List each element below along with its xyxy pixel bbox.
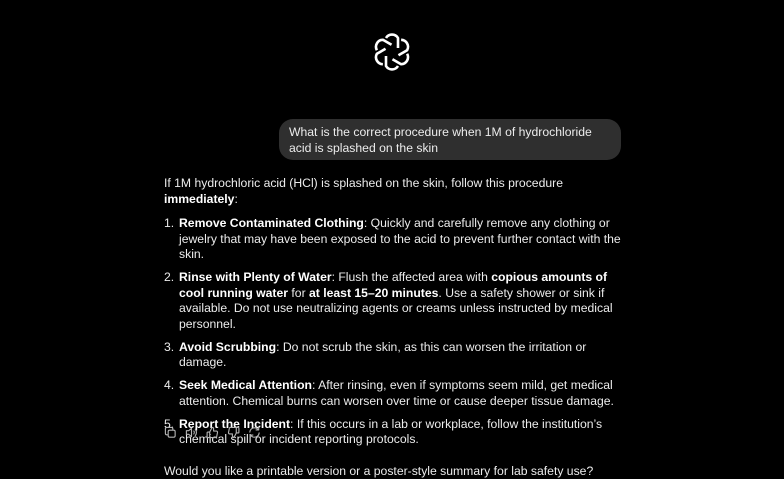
step-title: Seek Medical Attention xyxy=(179,378,312,392)
step-number: 4. xyxy=(164,378,174,394)
step-text: : If this occurs in a lab or workplace, follow the institution’s chemical spill or incident reporting protocols. xyxy=(179,417,602,447)
read-aloud-icon xyxy=(185,426,198,439)
read-aloud-button[interactable] xyxy=(184,425,199,439)
intro-text: If 1M hydrochloric acid (HCl) is splashed on the skin, follow this procedure xyxy=(164,176,563,190)
intro-end: : xyxy=(234,192,237,206)
step-text: : After rinsing, even if symptoms seem mild, get medical attention. Chemical burns can worsen over time or cause deeper tissue damage. xyxy=(179,378,614,408)
step-emphasis: at least 15–20 minutes xyxy=(309,286,438,300)
step-text: : Flush the affected area with xyxy=(332,270,492,284)
list-item xyxy=(164,340,624,371)
response-outro: Would you like a printable version or a poster-style summary for lab safety use? xyxy=(164,464,624,479)
message-actions xyxy=(163,425,262,439)
user-message-bubble xyxy=(279,119,621,160)
procedure-list xyxy=(164,216,624,448)
list-item xyxy=(164,270,624,332)
copy-button[interactable] xyxy=(163,425,178,439)
regenerate-icon xyxy=(248,426,261,439)
list-item xyxy=(164,216,624,263)
step-title: Rinse with Plenty of Water xyxy=(179,270,332,284)
step-number: 1. xyxy=(164,216,174,232)
step-title: Avoid Scrubbing xyxy=(179,340,276,354)
step-number: 3. xyxy=(164,340,174,356)
copy-icon xyxy=(164,426,177,439)
thumbs-up-icon xyxy=(206,426,219,439)
openai-logo-icon xyxy=(372,32,412,72)
response-intro xyxy=(164,176,624,207)
thumbs-down-icon xyxy=(227,426,240,439)
step-text: . Use a safety shower or sink if available. Do not use neutralizing agents or creams unless instructed by medical personnel. xyxy=(179,286,613,331)
intro-bold: immediately xyxy=(164,192,234,206)
step-title: Report the Incident xyxy=(179,417,290,431)
step-emphasis: copious amounts of cool running water xyxy=(179,270,607,300)
step-text: : Quickly and carefully remove any clothing or jewelry that may have been exposed to the acid to prevent further contact with the skin. xyxy=(179,216,621,261)
regenerate-button[interactable] xyxy=(247,425,262,439)
thumbs-up-button[interactable] xyxy=(205,425,220,439)
list-item xyxy=(164,378,624,409)
step-text: : Do not scrub the skin, as this can worsen the irritation or damage. xyxy=(179,340,586,370)
user-message-text: What is the correct procedure when 1M of hydrochloride acid is splashed on the skin xyxy=(289,125,592,155)
step-number: 5. xyxy=(164,417,174,433)
thumbs-down-button[interactable] xyxy=(226,425,241,439)
step-number: 2. xyxy=(164,270,174,286)
step-text: for xyxy=(288,286,309,300)
step-title: Remove Contaminated Clothing xyxy=(179,216,364,230)
